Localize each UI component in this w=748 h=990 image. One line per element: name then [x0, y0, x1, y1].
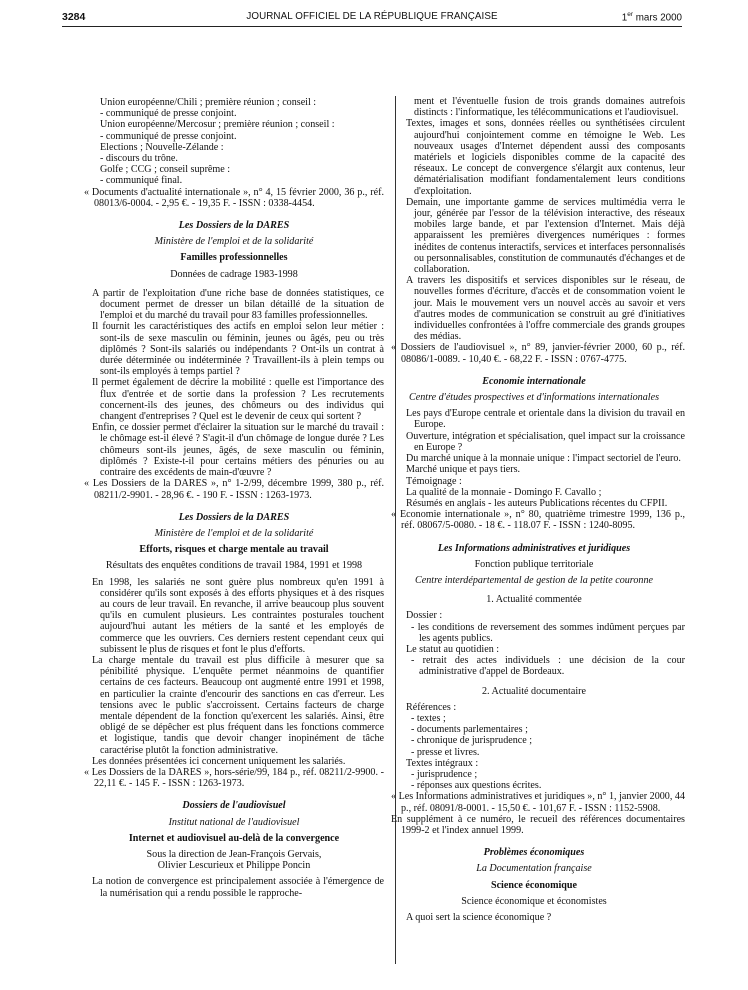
supplement-note: En supplément à ce numéro, le recueil des références documentaires 1999-2 et l'index annuel 1999. — [391, 813, 685, 836]
section-center: Centre d'études prospectives et d'informations internationales — [409, 392, 659, 404]
section-authors: Olivier Lescurieux et Philippe Poncin — [157, 860, 311, 872]
section-subject: Internet et audiovisuel au-delà de la convergence — [128, 832, 340, 844]
list-item: La qualité de la monnaie - Domingo F. Cavallo ; — [406, 486, 602, 498]
paragraph: A partir de l'exploitation d'une riche base de données statistiques, ce document permet de dresser un bilan détaillé de la situation de l'emploi et du marché du travail pour 83 familles professionnelles. — [92, 287, 384, 322]
intro-line: Elections ; Nouvelle-Zélande : — [100, 141, 224, 153]
section-title: Les Dossiers de la DARES — [178, 220, 290, 232]
paragraph: Enfin, ce dossier permet d'éclairer la situation sur le marché du travail : le chômage est-il élevé ? S'agit-il d'un chômage de longue durée ? Les chômeurs sont-ils jeunes, âgés, de sexe masculin ou féminin, diplômés ? Existe-t-il pour certains métiers des pénuries ou au contraire des excédents de main-d'œuvre ? — [92, 422, 384, 479]
list-item: - documents parlementaires ; — [411, 724, 528, 736]
paragraph: La charge mentale du travail est plus difficile à mesurer que sa pénibilité physique. L'enquête permet néanmoins de quantifier certains de ces facteurs. Beaucoup ont augmenté entre 1991 et 1998, en particulier la crainte d'encourir des sanctions en cas d'erreur. Les tensions avec le public s'accroissent. Certains facteurs de charge mentale dépendent de la fonction qu'exercent les salariés. Ainsi, être obligé de se dépêcher est plus fréquent dans les fonctions commerce et logistique, tandis que devoir changer inopinément de tâche caractérise plutôt la fonction administrative. — [92, 654, 384, 756]
list-item: Du marché unique à la monnaie unique : l'impact sectoriel de l'euro. — [406, 453, 681, 465]
header-rule — [62, 26, 682, 27]
list-item: Marché unique et pays tiers. — [406, 464, 521, 476]
list-label: Le statut au quotidien : — [406, 643, 500, 655]
paragraph: Il fournit les caractéristiques des actifs en emploi selon leur métier : sont-ils de sexe masculin ou féminin, jeunes ou âgés, peu ou très diplômés ? Sont-ils salariés ou indépendants ? Ont-ils un contrat à durée déterminée ou indéterminée ? Travaillent-ils à plein temps ou sont-ils employés à temps partiel ? — [92, 321, 384, 378]
page-header — [62, 11, 682, 25]
list-item: Ouverture, intégration et spécialisation, quel impact sur la croissance en Europe ? — [406, 430, 685, 453]
reference: « Dossiers de l'audiovisuel », n° 89, janvier-février 2000, 60 p., réf. 08086/1-0089. - 10,40 €. - 68,22 F. - ISSN : 0767-4775. — [391, 342, 685, 365]
list-item: A quoi sert la science économique ? — [406, 912, 552, 923]
list-item: - jurisprudence ; — [411, 768, 478, 780]
intro-line: - discours du trône. — [100, 153, 178, 165]
section-subject: Efforts, risques et charge mentale au travail — [139, 544, 329, 556]
list-item: - retrait des actes individuels : une décision de la cour administrative d'appel de Bordeaux. — [411, 655, 685, 678]
paragraph: Textes, images et sons, données réelles ou synthétisées circulent aujourd'hui conjointement comme en témoigne le Web. Les nouveaux usages d'Internet dépendent aussi des composants matériels et logiciels disponibles comme de la capacité des réseaux. Le concept de convergence s'élargit aux contenus, leur dématérialisation modifiant fondamentalement leurs conditions d'exploitation. — [406, 118, 685, 197]
reference: « Economie internationale », n° 80, quatrième trimestre 1999, 136 p., réf. 08067/5-0080. - 18 €. - 118.07 F. - ISSN : 1240-8095. — [391, 509, 685, 532]
list-item: Témoignage : — [406, 475, 462, 487]
section-institute: Institut national de l'audiovisuel — [168, 816, 300, 828]
issue-date: 1er mars 2000 — [621, 11, 682, 24]
section-subtitle: Résultats des enquêtes conditions de travail 1984, 1991 et 1998 — [105, 560, 363, 572]
intro-line: Union européenne/Mercosur ; première réunion ; conseil : — [100, 119, 335, 131]
section-center: Centre interdépartemental de gestion de la petite couronne — [415, 574, 653, 586]
paragraph: Il permet également de décrire la mobilité : quelle est l'importance des flux d'entrée et de sortie dans la profession ? Les recrutements concernent-ils des jeunes, des chômeurs ou des individus qui changent d'entreprises ? Quel est le devenir de ceux qui sortent ? — [92, 377, 384, 423]
intro-line: Union européenne/Chili ; première réunion ; conseil : — [100, 97, 317, 108]
list-label: Textes intégraux : — [406, 757, 479, 769]
intro-line: - communiqué de presse conjoint. — [100, 130, 237, 142]
intro-line: Golfe ; CCG ; conseil suprême : — [100, 164, 231, 176]
reference: « Les Dossiers de la DARES », n° 1-2/99, décembre 1999, 380 p., réf. 08211/2-9901. - 28,96 €. - 190 F. - ISSN : 1263-1973. — [84, 478, 384, 501]
section-subject: Familles professionnelles — [180, 252, 288, 264]
reference: « Documents d'actualité internationale », n° 4, 15 février 2000, 36 p., réf. 08013/6-0004. - 2,95 €. - 19,35 F. - ISSN : 0338-4454. — [84, 186, 384, 209]
paragraph: En 1998, les salariés ne sont guère plus nombreux qu'en 1991 à considérer qu'ils sont exposés à des efforts physiques et à des risques au cours de leur travail. En revanche, il arrive beaucoup plus souvent qu'ils en cumulent plusieurs. Les contraintes posturales touchent aujourd'hui autant les métiers de la santé et les employés de commerce que les ouvriers. Ces derniers restent cependant ceux qui subissent le plus de risques et font le plus d'efforts. — [92, 576, 384, 655]
section-ministry: Ministère de l'emploi et de la solidarité — [154, 236, 314, 248]
section-title: Les Informations administratives et juridiques — [437, 542, 631, 554]
section-title: Dossiers de l'audiovisuel — [182, 800, 286, 812]
list-item: - chronique de jurisprudence ; — [411, 735, 533, 747]
intro-line: - communiqué de presse conjoint. — [100, 108, 237, 120]
intro-line: - communiqué final. — [100, 175, 183, 187]
part-heading: 2. Actualité documentaire — [482, 685, 586, 697]
left-column — [84, 97, 384, 899]
list-item: Les pays d'Europe centrale et orientale dans la division du travail en Europe. — [406, 408, 685, 431]
list-label: Dossier : — [406, 610, 443, 622]
section-subtitle: Science économique et économistes — [461, 895, 607, 907]
list-item: - réponses aux questions écrites. — [411, 780, 542, 792]
paragraph: Les données présentées ici concernent uniquement les salariés. — [92, 755, 346, 767]
paragraph-continued: ment et l'éventuelle fusion de trois grands domaines autrefois distincts : l'informatique, les télécommunications et l'audiovisuel. — [414, 96, 685, 119]
section-ministry: Ministère de l'emploi et de la solidarité — [154, 527, 314, 539]
section-publisher: La Documentation française — [476, 863, 592, 875]
paragraph: La notion de convergence est principalement associée à l'émergence de la numérisation qui a rendu possible le rapproche- — [92, 876, 384, 899]
list-item: - presse et livres. — [411, 746, 480, 758]
reference: « Les Informations administratives et juridiques », n° 1, janvier 2000, 44 p., réf. 08091/8-0001. - 15,50 €. - 101,67 F. - ISSN : 1152-5908. — [391, 791, 685, 814]
section-subtitle: Données de cadrage 1983-1998 — [170, 268, 298, 280]
part-heading: 1. Actualité commentée — [486, 594, 582, 606]
reference: « Les Dossiers de la DARES », hors-série/99, 184 p., réf. 08211/2-9900. - 22,11 €. - 145 F. - ISSN : 1263-1973. — [84, 766, 384, 790]
paragraph: Demain, une importante gamme de services multimédia verra le jour, générée par l'essor de la télévision interactive, des réseaux mobiles large bande, et par l'extension d'Internet. Mais déjà apparaissent les premières divergences numériques : formes inédites de contenus interactifs, services et interfaces personnalisés ou personnalisables, constitution de communautés d'échanges et de collaboration. — [406, 196, 685, 276]
list-item: - textes ; — [411, 712, 446, 724]
right-column — [383, 96, 685, 923]
journal-title: JOURNAL OFFICIEL DE LA RÉPUBLIQUE FRANÇAISE — [246, 11, 498, 22]
section-subject: Fonction publique territoriale — [474, 558, 594, 570]
section-title: Les Dossiers de la DARES — [178, 511, 290, 523]
section-title: Problèmes économiques — [483, 847, 585, 859]
list-item: Résumés en anglais - les auteurs Publications récentes du CFPII. — [406, 497, 668, 509]
page-number: 3284 — [62, 11, 86, 23]
section-subject: Science économique — [490, 879, 578, 891]
paragraph: A travers les dispositifs et services disponibles sur le réseau, de nouvelles formes d'écriture, d'accès et de consommation voient le jour. Mais le mouvement vers un nouvel accès au savoir et vers d'autres modes de communication se construit au gré d'initiatives individuelles confrontées à l'offre commerciale des grands groupes des médias. — [406, 275, 685, 343]
list-label: Références : — [406, 701, 457, 713]
section-title: Economie internationale — [482, 375, 586, 387]
section-direction: Sous la direction de Jean-François Gervais, — [146, 848, 322, 860]
list-item: - les conditions de reversement des sommes indûment perçues par les agents publics. — [411, 621, 685, 644]
